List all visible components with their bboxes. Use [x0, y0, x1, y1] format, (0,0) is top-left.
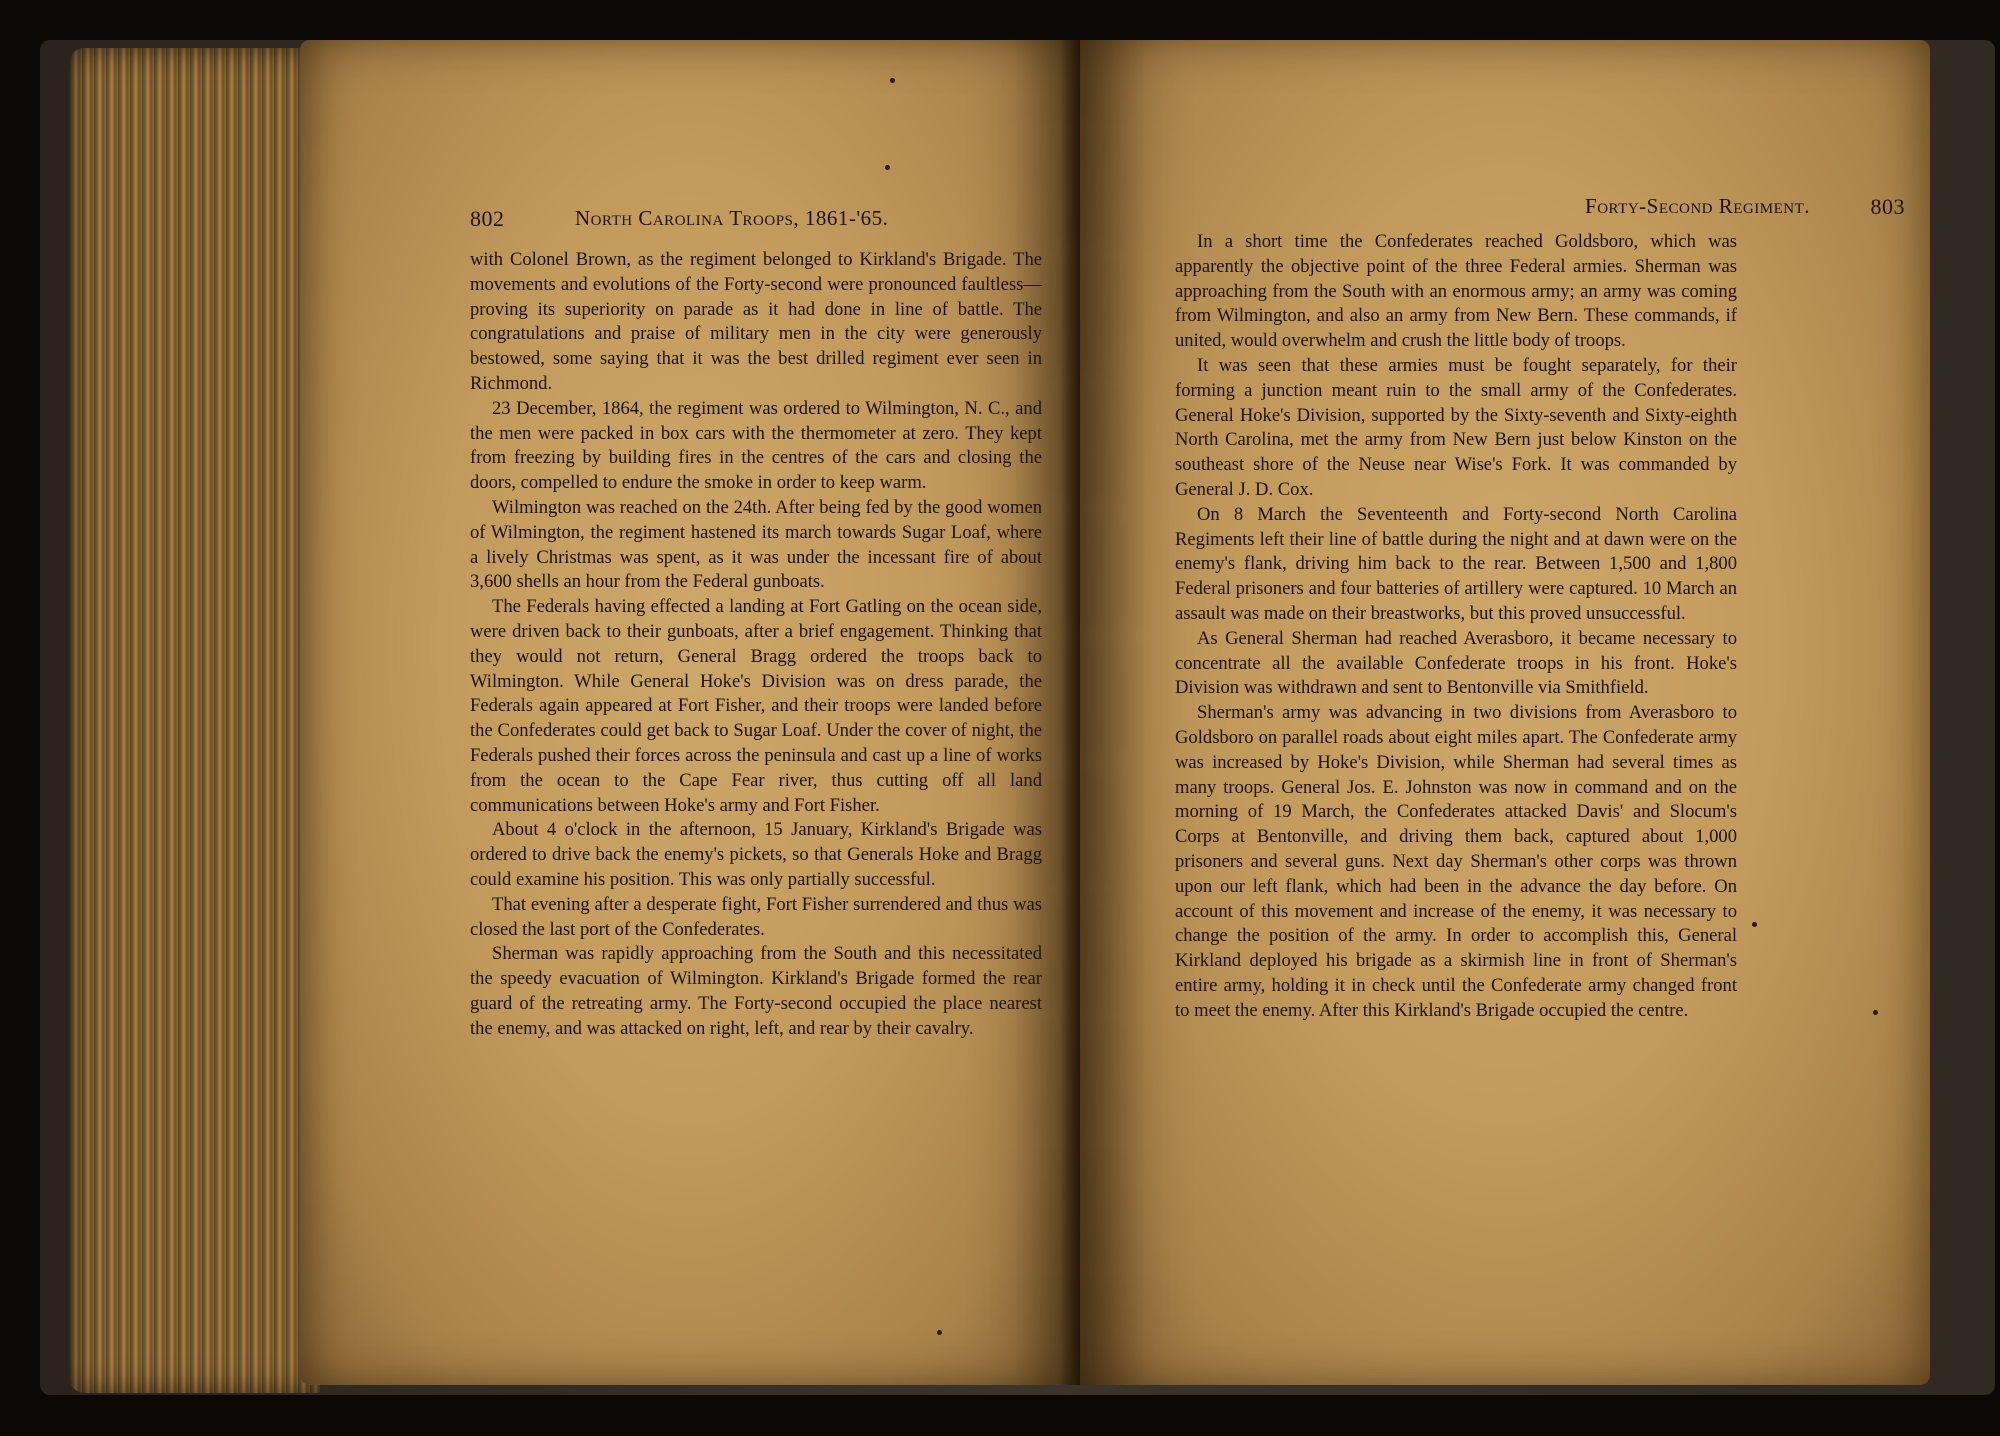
paragraph: The Federals having effected a landing at Fort Gatling on the ocean side, were driven back to their gunboats, after a brief engagement. Thinking that they would not return, General Bragg ordered the troops back to Wilmington. While General Hoke's Division was on dress parade, the Federals again appeared at Fort Fisher, and their troops were landed before the Confederates could get back to Sugar Loaf. Under the cover of night, the Federals pushed their forces across the peninsula and cast up a line of works from the ocean to the Cape Fear river, thus cutting off all land communications between Hoke's army and Fort Fisher.: [470, 596, 1042, 816]
right-running-title: Forty-Second Regiment.: [1585, 194, 1810, 218]
ink-speck: [890, 78, 895, 83]
page-edges: [70, 48, 320, 1393]
paragraph: with Colonel Brown, as the regiment belonged to Kirkland's Brigade. The movements and evolutions of the Forty-second were pronounced faultless—proving its superiority on parade as it had done in line of battle. The congratulations and praise of military men in the city were generously bestowed, some saying that it was the best drilled regiment ever seen in Richmond.: [470, 249, 1042, 394]
right-page-number: 803: [1870, 194, 1905, 219]
right-body-text: [1175, 230, 1737, 1024]
ink-speck: [937, 1330, 942, 1335]
paragraph: That evening after a desperate fight, Fort Fisher surrendered and thus was closed the last port of the Confederates.: [470, 893, 1042, 940]
ink-speck: [1873, 1010, 1878, 1015]
ink-speck: [885, 165, 890, 170]
left-running-title: North Carolina Troops, 1861-'65.: [575, 206, 889, 230]
paragraph: Sherman's army was advancing in two divisions from Averasboro to Goldsboro on parallel roads about eight miles apart. The Confederate army was increased by Hoke's Division, while Sherman had several times as many troops. General Jos. E. Johnston was now in command and on the morning of 19 March, the Confederates attacked Davis' and Slocum's Corps at Bentonville, and driving them back, captured about 1,000 prisoners and several guns. Next day Sherman's other corps was thrown upon our left flank, which had been in the advance the day before. On account of this movement and increase of the enemy, it was necessary to change the position of the army. In order to accomplish this, General Kirkland deployed his brigade as a skirmish line in front of Sherman's entire army, holding it in check until the Confederate army changed front to meet the enemy. After this Kirkland's Brigade occupied the centre.: [1175, 702, 1737, 1021]
paragraph: Wilmington was reached on the 24th. After being fed by the good women of Wilmington, the regiment hastened its march towards Sugar Loaf, where a lively Christmas was spent, as it was under the incessant fire of about 3,600 shells an hour from the Federal gunboats.: [470, 496, 1042, 593]
left-page: [300, 40, 1080, 1385]
paragraph: About 4 o'clock in the afternoon, 15 January, Kirkland's Brigade was ordered to drive back the enemy's pickets, so that Generals Hoke and Bragg could examine his position. This was only partially successful.: [470, 819, 1042, 890]
paragraph: In a short time the Confederates reached Goldsboro, which was apparently the objective point of the three Federal armies. Sherman was approaching from the South with an enormous army; an army was coming from Wilmington, and also an army from New Bern. These commands, if united, would overwhelm and crush the little body of troops.: [1175, 231, 1737, 352]
right-page: [1080, 40, 1930, 1385]
left-page-number: 802: [470, 206, 505, 231]
paragraph: On 8 March the Seventeenth and Forty-second North Carolina Regiments left their line of battle during the night and at dawn were on the enemy's flank, driving him back to the rear. Between 1,500 and 1,800 Federal prisoners and four batteries of artillery were captured. 10 March an assault was made on their breastworks, but this proved unsuccessful.: [1175, 503, 1737, 624]
paragraph: As General Sherman had reached Averasboro, it became necessary to concentrate all the available Confederate troops in his front. Hoke's Division was withdrawn and sent to Bentonville via Smithfield.: [1175, 627, 1737, 699]
ink-speck: [1752, 922, 1757, 927]
paragraph: 23 December, 1864, the regiment was ordered to Wilmington, N. C., and the men were packed in box cars with the thermometer at zero. They kept from freezing by building fires in the centres of the cars and closing the doors, compelled to endure the smoke in order to keep warm.: [470, 397, 1042, 494]
left-body-text: [470, 248, 1042, 1042]
paragraph: It was seen that these armies must be fought separately, for their forming a junction meant ruin to the small army of the Confederates. General Hoke's Division, supported by the Sixty-seventh and Sixty-eighth North Carolina, met the army from New Bern just below Kinston on the southeast shore of the Neuse near Wise's Fork. It was commanded by General J. D. Cox.: [1175, 354, 1737, 500]
paragraph: Sherman was rapidly approaching from the South and this necessitated the speedy evacuation of Wilmington. Kirkland's Brigade formed the rear guard of the retreating army. The Forty-second occupied the place nearest the enemy, and was attacked on right, left, and rear by their cavalry.: [470, 943, 1042, 1039]
